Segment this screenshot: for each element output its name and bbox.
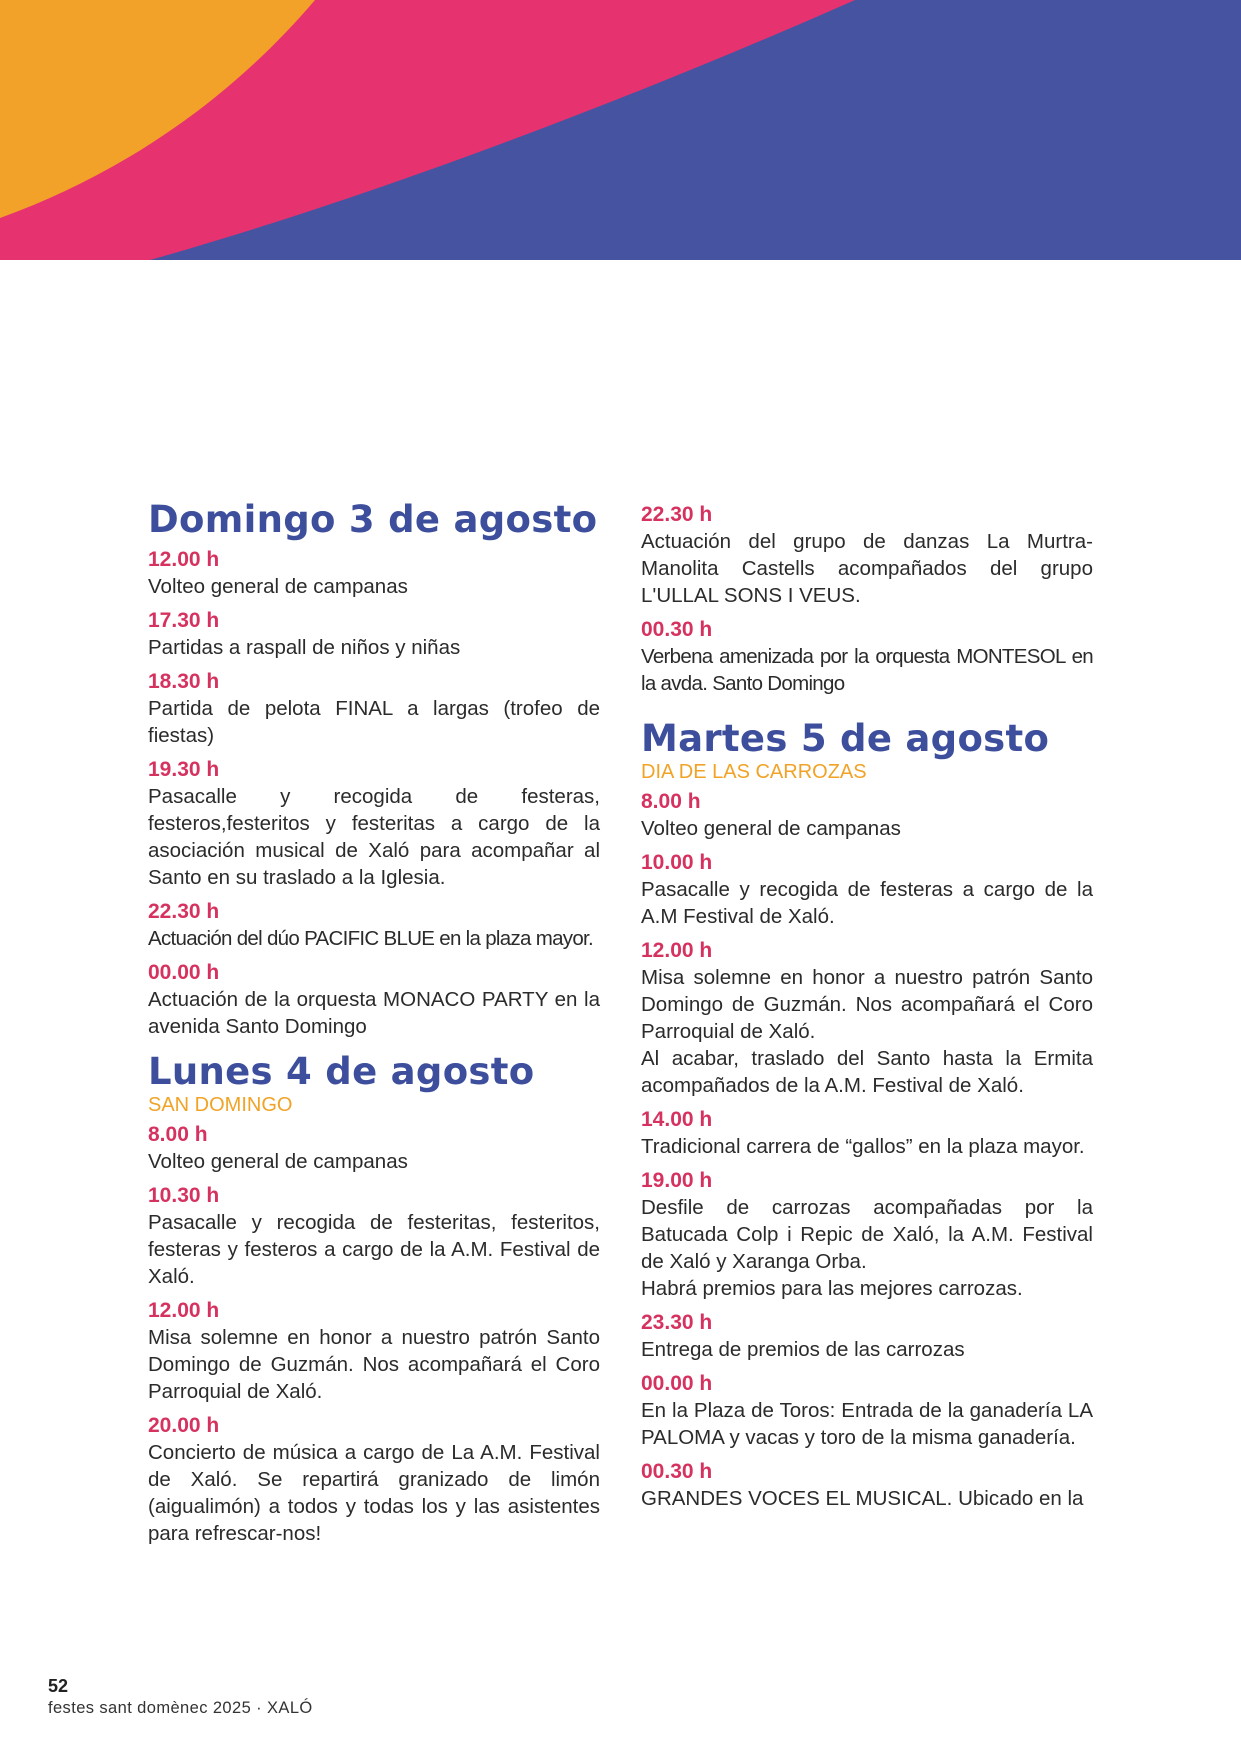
event-time: 10.30 h xyxy=(148,1184,220,1207)
event-time: 22.30 h xyxy=(641,503,713,526)
event-time: 8.00 h xyxy=(641,790,701,813)
event-description: Desfile de carrozas acompañadas por la Batucada Colp i Repic de Xaló, la A.M. Festival de Xaló y Xaranga Orba. Habrá premios para las mejores carrozas. xyxy=(641,1196,1093,1300)
event-item xyxy=(641,617,1093,697)
event-description: GRANDES VOCES EL MUSICAL. Ubicado en la xyxy=(641,1487,1084,1510)
event-time: 18.30 h xyxy=(148,670,220,693)
event-description: Misa solemne en honor a nuestro patrón Santo Domingo de Guzmán. Nos acompañará el Coro Parroquial de Xaló. xyxy=(148,1326,600,1403)
event-description: Pasacalle y recogida de festeras, festeros,festeritos y festeritas a cargo de la asociación musical de Xaló para acompañar al Santo en su traslado a la Iglesia. xyxy=(148,785,600,889)
event-time: 10.00 h xyxy=(641,851,713,874)
event-description: Partida de pelota FINAL a largas (trofeo de fiestas) xyxy=(148,697,600,747)
day-title: Lunes 4 de agosto xyxy=(148,1050,535,1093)
event-time: 00.00 h xyxy=(641,1372,713,1395)
event-item xyxy=(148,1122,600,1175)
event-item xyxy=(148,547,600,600)
event-item xyxy=(148,757,600,891)
event-item xyxy=(641,1107,1093,1160)
event-item xyxy=(641,502,1093,609)
event-time: 00.30 h xyxy=(641,618,713,641)
event-item xyxy=(641,1371,1093,1451)
day-section-martes xyxy=(641,717,1093,1512)
event-description: Volteo general de campanas xyxy=(148,1150,408,1173)
event-item xyxy=(148,1183,600,1290)
event-time: 14.00 h xyxy=(641,1108,713,1131)
event-item xyxy=(148,960,600,1040)
event-item xyxy=(148,1413,600,1547)
event-description: Verbena amenizada por la orquesta MONTESOL en la avda. Santo Domingo xyxy=(641,645,1093,695)
event-description: Pasacalle y recogida de festeritas, festeritos, festeras y festeros a cargo de la A.M. Festival de Xaló. xyxy=(148,1211,600,1288)
event-time: 12.00 h xyxy=(641,939,713,962)
event-item xyxy=(641,938,1093,1099)
event-item xyxy=(641,1459,1093,1512)
right-column xyxy=(641,502,1093,1522)
event-item xyxy=(641,1310,1093,1363)
event-time: 20.00 h xyxy=(148,1414,220,1437)
event-item xyxy=(641,1168,1093,1302)
event-time: 8.00 h xyxy=(148,1123,208,1146)
event-description: Entrega de premios de las carrozas xyxy=(641,1338,965,1361)
event-description: En la Plaza de Toros: Entrada de la ganadería LA PALOMA y vacas y toro de la misma ganadería. xyxy=(641,1399,1093,1449)
day-subtitle: SAN DOMINGO xyxy=(148,1094,293,1116)
event-time: 12.00 h xyxy=(148,548,220,571)
event-description: Actuación de la orquesta MONACO PARTY en la avenida Santo Domingo xyxy=(148,988,600,1038)
event-time: 19.30 h xyxy=(148,758,220,781)
left-column xyxy=(148,498,600,1557)
decorative-banner xyxy=(0,0,1241,260)
event-item xyxy=(641,789,1093,842)
publication-title: festes sant domènec 2025 · XALÓ xyxy=(48,1699,313,1717)
event-description: Pasacalle y recogida de festeras a cargo de la A.M Festival de Xaló. xyxy=(641,878,1093,928)
event-description: Misa solemne en honor a nuestro patrón Santo Domingo de Guzmán. Nos acompañará el Coro Parroquial de Xaló. Al acabar, traslado del Santo hasta la Ermita acompañados de la A.M. Festival de Xaló. xyxy=(641,966,1093,1097)
event-item xyxy=(148,669,600,749)
event-description: Actuación del grupo de danzas La Murtra-Manolita Castells acompañados del grupo L'ULLAL SONS I VEUS. xyxy=(641,530,1093,607)
event-description: Partidas a raspall de niños y niñas xyxy=(148,636,461,659)
event-time: 19.00 h xyxy=(641,1169,713,1192)
day-title: Martes 5 de agosto xyxy=(641,717,1050,760)
event-item xyxy=(641,850,1093,930)
event-description: Concierto de música a cargo de La A.M. Festival de Xaló. Se repartirá granizado de limón (aigualimón) a todos y todas los y las asistentes para refrescar-nos! xyxy=(148,1441,600,1545)
event-item xyxy=(148,1298,600,1405)
event-item xyxy=(148,608,600,661)
day-title: Domingo 3 de agosto xyxy=(148,498,598,541)
event-time: 17.30 h xyxy=(148,609,220,632)
event-description: Tradicional carrera de “gallos” en la plaza mayor. xyxy=(641,1135,1085,1158)
event-time: 00.00 h xyxy=(148,961,220,984)
day-subtitle: DIA DE LAS CARROZAS xyxy=(641,761,867,783)
event-description: Volteo general de campanas xyxy=(641,817,901,840)
event-item xyxy=(148,899,600,952)
day-section-domingo xyxy=(148,498,600,1040)
page-number: 52 xyxy=(48,1676,69,1696)
page-footer xyxy=(48,1675,313,1719)
event-description: Actuación del dúo PACIFIC BLUE en la plaza mayor. xyxy=(148,927,594,950)
event-time: 23.30 h xyxy=(641,1311,713,1334)
event-description: Volteo general de campanas xyxy=(148,575,408,598)
event-time: 00.30 h xyxy=(641,1460,713,1483)
event-time: 22.30 h xyxy=(148,900,220,923)
day-section-lunes xyxy=(148,1050,600,1547)
event-time: 12.00 h xyxy=(148,1299,220,1322)
